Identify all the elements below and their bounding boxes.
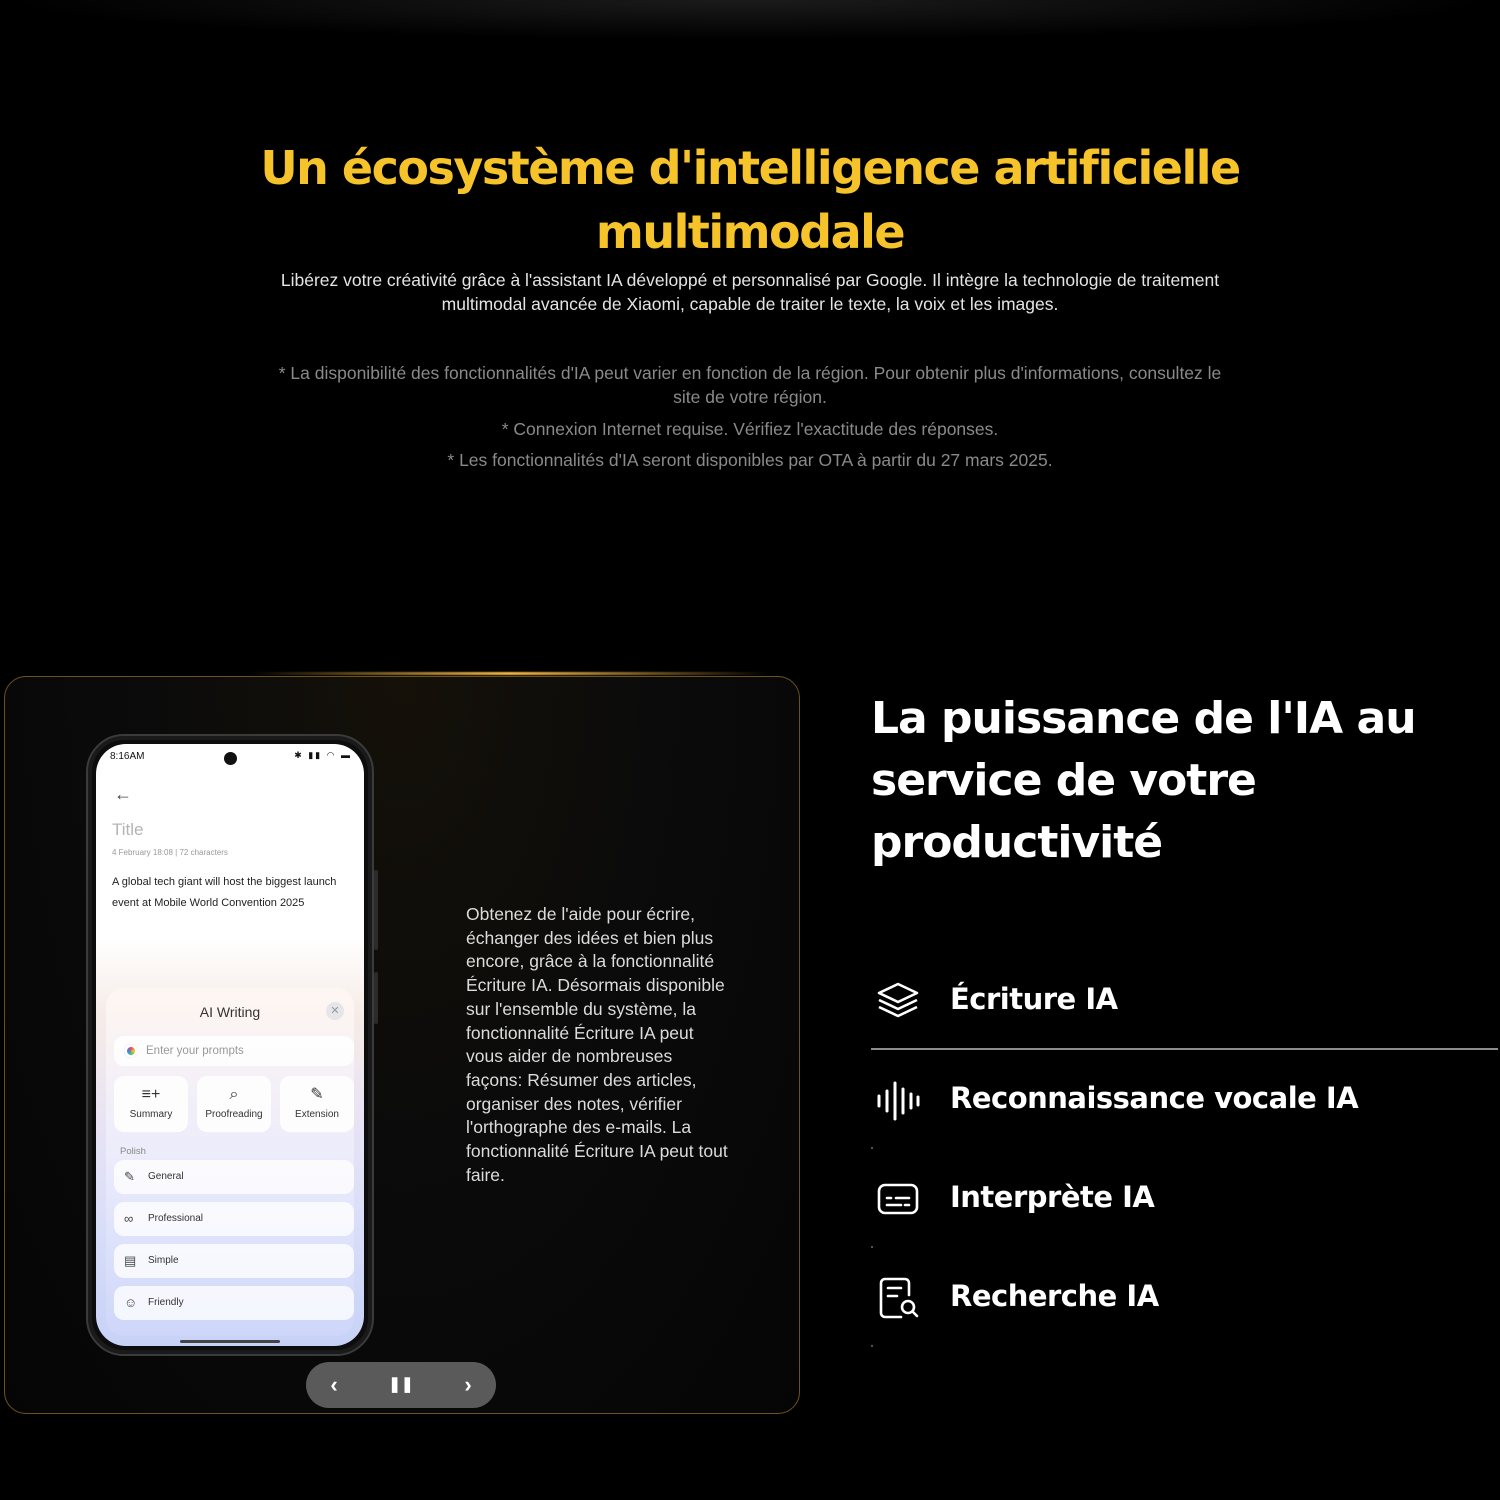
disclaimer-note: * La disponibilité des fonctionnalités d'IA peut varier en fonction de la région. Pour obtenir plus d'informations, consultez le site de votre région.	[278, 363, 1222, 407]
summary-label: Summary	[129, 1109, 173, 1120]
hero-title	[0, 136, 1500, 264]
extension-button[interactable]	[280, 1076, 354, 1132]
status-bar	[96, 744, 364, 772]
next-button[interactable]: ›	[464, 1372, 472, 1397]
divider-mark	[871, 1345, 873, 1347]
layers-icon	[875, 978, 921, 1024]
option-label: General	[148, 1171, 184, 1182]
summary-icon: ≡+	[141, 1086, 161, 1103]
smiley-icon: ☺	[124, 1295, 138, 1310]
note-body[interactable]: A global tech giant will host the biggest launch event at Mobile World Convention 2025	[112, 876, 337, 909]
divider-mark	[871, 1246, 873, 1248]
status-icons: ✱ ▮▮ ◠ ▬	[294, 750, 352, 760]
divider-mark	[871, 1147, 873, 1149]
home-indicator	[180, 1340, 280, 1343]
option-label: Simple	[148, 1255, 179, 1266]
feature-label: Recherche IA	[950, 1279, 1159, 1313]
disclaimer-notes	[0, 361, 1500, 472]
magnifier-icon: ⌕	[229, 1086, 239, 1103]
phone-screen	[96, 744, 364, 1346]
feature-label: Écriture IA	[950, 982, 1118, 1016]
hero-subtitle: Libérez votre créativité grâce à l'assistant IA développé et personnalisé par Google. Il intègre la technologie de traitement multimodal avancée de Xiaomi, capable de traiter le texte, la voix et les images.	[280, 270, 1220, 314]
carousel-controls	[306, 1362, 496, 1408]
glasses-icon: ∞	[124, 1211, 134, 1226]
feature-description: Obtenez de l'aide pour écrire, échanger des idées et bien plus encore, grâce à la fonctionnalité Écriture IA. Désormais disponible sur l'ensemble du système, la fonctionnalité Écriture IA peut vous aider de nombreuses façons: Résumer des articles, organiser des notes, vérifier l'orthographe des e-mails. La fonctionnalité Écriture IA peut tout faire.	[466, 904, 728, 1185]
note-title[interactable]: Title	[112, 820, 144, 839]
option-label: Professional	[148, 1213, 204, 1224]
pen-square-icon: ✎	[124, 1169, 135, 1184]
pause-button[interactable]: ❚❚	[388, 1376, 414, 1393]
feature-label: Interprète IA	[950, 1180, 1155, 1214]
hero-section	[0, 136, 1500, 316]
option-general[interactable]	[114, 1160, 354, 1194]
status-time: 8:16AM	[110, 751, 145, 762]
feature-tab-interprete[interactable]	[871, 1166, 1498, 1226]
camera-cutout	[224, 752, 237, 765]
action-row	[114, 1076, 354, 1132]
feature-tab-reconnaissance[interactable]	[871, 1067, 1498, 1127]
document-search-icon	[875, 1275, 921, 1321]
active-tab-underline	[871, 1048, 1498, 1050]
extension-label: Extension	[295, 1109, 339, 1120]
hero-title-line2: multimodale	[595, 205, 905, 259]
phone-mockup	[86, 734, 374, 1356]
phone-side-button	[374, 972, 378, 1024]
hero-title-line1: Un écosystème d'intelligence artificielle	[260, 141, 1240, 195]
note-meta: 4 February 18:08 | 72 characters	[112, 848, 228, 857]
disclaimer-note: * Connexion Internet requise. Vérifiez l'exactitude des réponses.	[501, 419, 999, 439]
summary-button[interactable]	[114, 1076, 188, 1132]
prev-button[interactable]: ‹	[330, 1372, 338, 1397]
back-arrow-icon[interactable]: ←	[114, 784, 132, 804]
voice-wave-icon	[875, 1077, 921, 1123]
edit-document-icon: ✎	[310, 1086, 324, 1103]
document-icon: ▤	[124, 1253, 137, 1268]
feature-tab-ecriture[interactable]	[871, 968, 1498, 1028]
option-friendly[interactable]	[114, 1286, 354, 1320]
proofreading-label: Proofreading	[205, 1109, 263, 1120]
polish-label: Polish	[120, 1146, 146, 1157]
prompt-input[interactable]	[114, 1036, 354, 1066]
card-top-glow	[250, 672, 770, 675]
panel-title: AI Writing	[199, 1004, 261, 1020]
phone-side-button	[374, 870, 378, 950]
subtitles-icon	[875, 1176, 921, 1222]
close-icon[interactable]: ✕	[326, 1002, 344, 1020]
gemini-icon	[124, 1044, 138, 1058]
top-glow	[0, 0, 1500, 40]
ai-writing-panel	[106, 988, 354, 1336]
disclaimer-note: * Les fonctionnalités d'IA seront disponibles par OTA à partir du 27 mars 2025.	[447, 450, 1053, 470]
section-title: La puissance de l'IA au service de votre productivité	[871, 693, 1416, 868]
prompt-placeholder: Enter your prompts	[146, 1045, 244, 1057]
option-professional[interactable]	[114, 1202, 354, 1236]
option-simple[interactable]	[114, 1244, 354, 1278]
feature-label: Reconnaissance vocale IA	[950, 1081, 1359, 1115]
feature-tab-recherche[interactable]	[871, 1265, 1498, 1325]
proofreading-button[interactable]	[197, 1076, 271, 1132]
option-label: Friendly	[148, 1297, 184, 1308]
